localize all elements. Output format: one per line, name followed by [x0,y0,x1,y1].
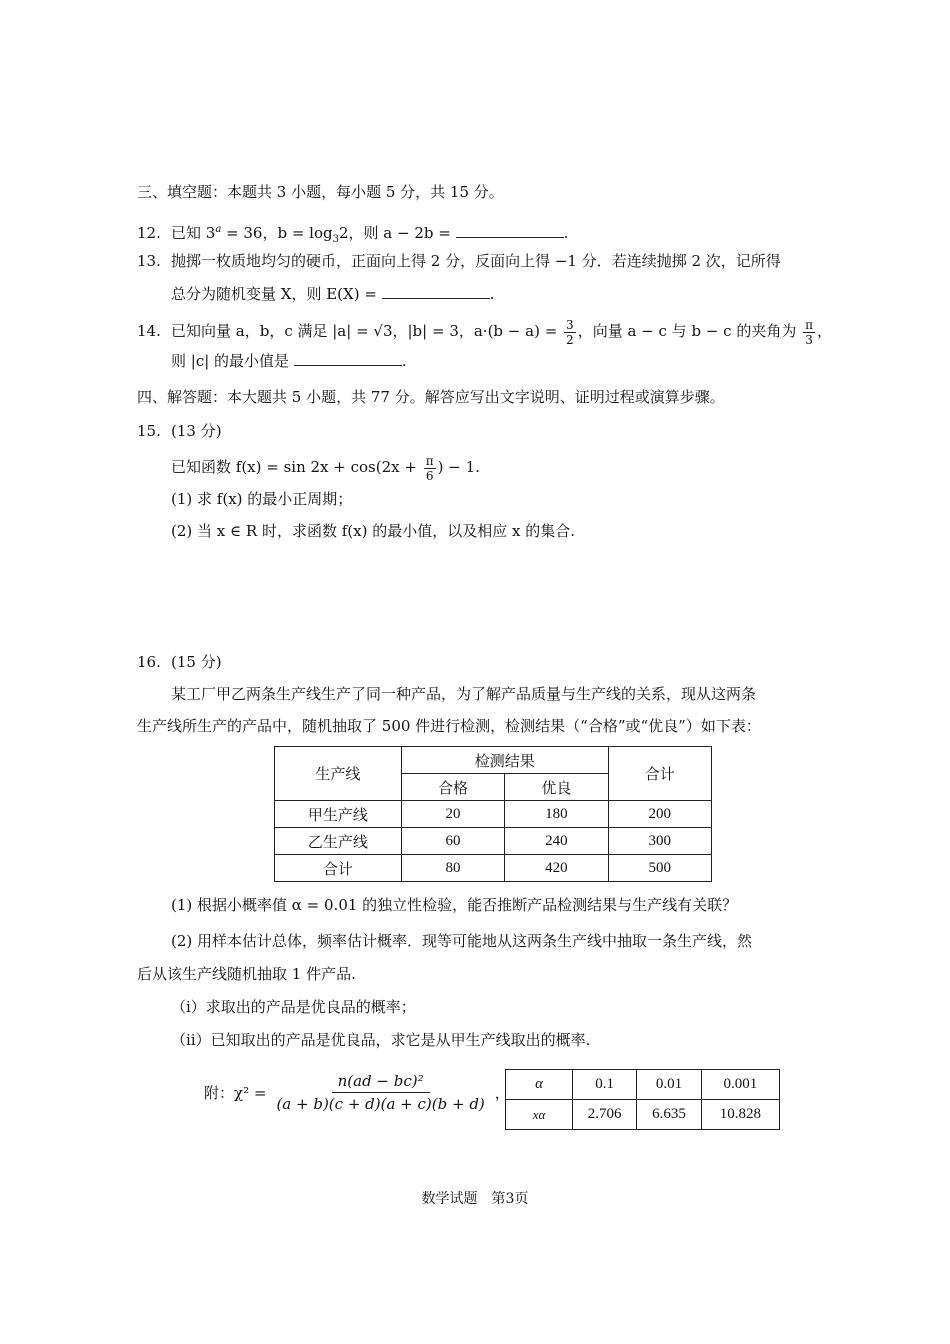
q15-stem [171,452,480,483]
alpha-header: α [506,1070,573,1100]
q12-answer-blank[interactable] [456,223,564,238]
q15-stem-pre: 已知函数 f(x) = sin 2x + cos(2x + [171,458,422,476]
alpha-value: 0.001 [701,1070,779,1100]
formula-denominator: (a + b)(c + d)(a + c)(b + d) [276,1095,485,1113]
q13-tail: . [489,285,495,303]
x-alpha-value: 10.828 [701,1100,779,1130]
table-header-result: 检测结果 [401,747,608,774]
q16-contingency-table [274,746,712,882]
question-12 [137,219,568,251]
page-footer: 数学试题 第3页 [421,1191,529,1207]
table-header-total: 合计 [608,747,711,801]
q16-part2-line2: 后从该生产线随机抽取 1 件产品. [137,965,356,983]
q16-stem-line1: 某工厂甲乙两条生产线生产了同一种产品，为了解产品质量与生产线的关系，现从这两条 [171,685,757,703]
q16-score: (15 分) [171,653,222,671]
formula-fraction [270,1072,490,1113]
section3-heading: 三、填空题：本题共 3 小题，每小题 5 分，共 15 分。 [137,183,504,201]
row-label: 甲生产线 [275,801,402,828]
q14-tail: . [401,352,407,370]
row-total: 500 [608,855,711,882]
q14-fraction-3-2 [564,318,576,347]
table-header-line: 生产线 [275,747,402,801]
formula-comma: ， [494,1084,510,1102]
q16-stem-line2: 生产线所生产的产品中，随机抽取了 500 件进行检测，检测结果（“合格”或“优良”）如下表： [137,717,761,735]
question-13-line1 [137,250,781,272]
question-13-line2 [171,283,494,305]
q13-number: 13. [137,252,161,270]
q16-part2-i: （ⅰ）求取出的产品是优良品的概率； [171,998,416,1016]
q13-line2: 总分为随机变量 X，则 E(X) = [171,285,382,303]
q15-score: (13 分) [171,422,222,440]
question-16-header [137,651,222,673]
q12-text-end: 2，则 a − 2b = [339,224,456,242]
row-good: 180 [505,801,608,828]
question-15-header [137,420,222,442]
table-header-pass: 合格 [401,774,504,801]
q14-line2: 则 |c| 的最小值是 [171,352,294,370]
q15-stem-post: ) − 1. [437,458,480,476]
q15-frac-denominator: 6 [425,468,434,483]
formula-label: 附：χ² = [204,1084,267,1102]
alpha-value: 0.01 [637,1070,701,1100]
q12-text-post: = 36，b = log [221,224,333,242]
section4-heading: 四、解答题：本大题共 5 小题，共 77 分。解答应写出文字说明、证明过程或演算步骤。 [137,388,725,406]
row-good: 420 [505,855,608,882]
question-14-line1 [137,316,832,347]
q16-number: 16. [137,653,161,671]
q16-part2-ii: （ⅱ）已知取出的产品是优良品，求它是从甲生产线取出的概率. [171,1031,591,1049]
q16-part1: (1) 根据小概率值 α = 0.01 的独立性检验，能否推断产品检测结果与生产线有关联？ [171,896,738,914]
q15-fraction-pi-6 [424,454,436,483]
q14-fraction-pi-3 [803,318,815,347]
row-pass: 20 [401,801,504,828]
q14-line1-end: ， [816,322,832,340]
table-header-good: 优良 [505,774,608,801]
q12-text-pre: 已知 3 [171,224,216,242]
q14-number: 14. [137,322,161,340]
critical-value-table [505,1069,780,1130]
q15-part2: (2) 当 x ∈ R 时，求函数 f(x) 的最小值，以及相应 x 的集合. [171,522,575,540]
q14-line1-mid: ，向量 a − c 与 b − c 的夹角为 [577,322,802,340]
x-alpha-value: 6.635 [637,1100,701,1130]
row-label: 合计 [275,855,402,882]
formula-numerator: n(ad − bc)² [332,1072,430,1093]
row-label: 乙生产线 [275,828,402,855]
q12-sub: 3 [332,234,339,245]
q14-frac2-denominator: 3 [805,332,813,347]
row-pass: 60 [401,828,504,855]
row-total: 300 [608,828,711,855]
alpha-value: 0.1 [573,1070,637,1100]
q14-line1-pre: 已知向量 a，b，c 满足 |a| = √3，|b| = 3，a·(b − a) = [171,322,563,340]
table-row [275,855,712,882]
table-row [275,828,712,855]
q14-frac1-denominator: 2 [566,332,574,347]
q16-part2-line1: (2) 用样本估计总体，频率估计概率．现等可能地从这两条生产线中抽取一条生产线，然 [171,932,753,950]
x-alpha-value: 2.706 [573,1100,637,1130]
q15-part1: (1) 求 f(x) 的最小正周期； [171,490,353,508]
row-pass: 80 [401,855,504,882]
q13-line1: 抛掷一枚质地均匀的硬币，正面向上得 2 分，反面向上得 −1 分．若连续抛掷 2 次，记所得 [171,252,781,270]
x-alpha-header: xα [506,1100,573,1130]
q12-number: 12. [137,224,161,242]
row-total: 200 [608,801,711,828]
q14-answer-blank[interactable] [294,351,402,366]
q15-number: 15. [137,422,161,440]
q13-answer-blank[interactable] [382,284,490,299]
row-good: 240 [505,828,608,855]
q12-sup: a [215,224,222,235]
chi-square-formula [204,1072,510,1113]
q14-frac1-numerator: 3 [566,317,574,332]
question-14-line2 [171,350,407,372]
q14-frac2-numerator: π [805,317,813,332]
q12-tail: . [563,224,569,242]
q15-frac-numerator: π [425,453,434,468]
table-row [275,801,712,828]
